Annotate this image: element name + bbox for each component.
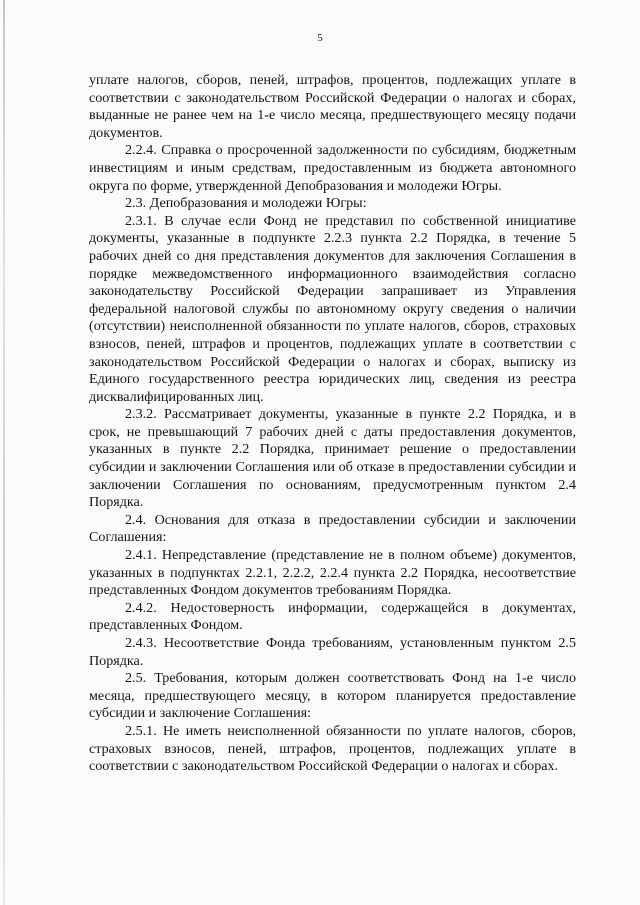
paragraph: 2.5.1. Не иметь неисполненной обязанности по уплате налогов, сборов, страховых взносов, пеней, штрафов, процентов, подлежащих уплате в соответствии с законодательством Российской Федерации о налогах и сборах. [89, 722, 576, 775]
paragraph: 2.5. Требования, которым должен соответствовать Фонд на 1-е число месяца, предшествующего месяцу, в котором планируется предоставление субсидии и заключение Соглашения: [89, 670, 576, 722]
paragraph: 2.3.1. В случае если Фонд не представил по собственной инициативе документы, указанные в подпункте 2.2.3 пункта 2.2 Порядка, в течение 5 рабочих дней со дня представления документов для заключения Соглашения в порядке межведомственного информационного взаимодействия согласно законодательству Российской Федерации запрашивает из Управления федеральной налоговой службы по автономному округу сведения о наличии (отсутствии) неисполненной обязанности по уплате налогов, сборов, страховых взносов, пеней, штрафов и процентов, подлежащих уплате в соответствии с законодательством Российской Федерации о налогах и сборах, выписку из Единого государственного реестра юридических лиц, сведения из реестра дисквалифицированных лиц. [89, 212, 576, 405]
paragraph: 2.3. Депобразования и молодежи Югры: [125, 195, 367, 212]
paragraph: 2.2.4. Справка о просроченной задолженности по субсидиям, бюджетным инвестициям и иным средствам, предоставленным из бюджета автономного округа по форме, утвержденной Депобразования и молодежи Югры. [89, 142, 576, 194]
scan-edge-shadow [3, 0, 5, 905]
paragraph: 2.4. Основания для отказа в предоставлении субсидии и заключении Соглашения: [89, 511, 576, 546]
paragraph: уплате налогов, сборов, пеней, штрафов, процентов, подлежащих уплате в соответствии с законодательством Российской Федерации о налогах и сборах, выданные не ранее чем на 1-е число месяца, предшествующего месяцу подачи документов. [89, 72, 576, 141]
paragraph: 2.3.2. Рассматривает документы, указанные в пункте 2.2 Порядка, и в срок, не превышающий 7 рабочих дней с даты предоставления документов, указанных в пункте 2.2 Порядка, принимает решение о предоставлении субсидии и заключении Соглашения или об отказе в предоставлении субсидии и заключении Соглашения по основаниям, предусмотренным пунктом 2.4 Порядка. [89, 406, 576, 511]
document-body [89, 72, 576, 776]
page-number: 5 [317, 32, 323, 44]
paragraph: 2.4.2. Недостоверность информации, содержащейся в документах, представленных Фондом. [89, 599, 576, 634]
paragraph: 2.4.3. Несоответствие Фонда требованиям, установленным пунктом 2.5 Порядка. [89, 635, 576, 669]
paragraph: 2.4.1. Непредставление (представление не в полном объеме) документов, указанных в подпунктах 2.2.1, 2.2.2, 2.2.4 пункта 2.2 Порядка, несоответствие представленных Фондом документов требованиям Порядка. [89, 547, 576, 599]
